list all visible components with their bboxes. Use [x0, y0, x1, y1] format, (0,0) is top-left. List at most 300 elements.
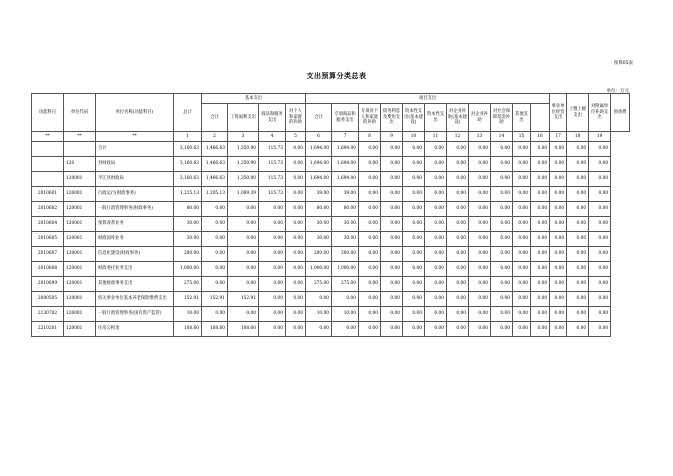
value-cell: 0.00	[469, 157, 491, 172]
value-cell: 0.00	[550, 307, 567, 322]
value-cell: 0.00	[491, 142, 513, 157]
value-cell: 108.60	[202, 322, 228, 337]
value-cell: 3,160.63	[174, 172, 202, 187]
unit-name-cell: 财政国库业务	[96, 232, 174, 247]
value-cell: 0.00	[469, 172, 491, 187]
value-cell: 0.00	[513, 232, 531, 247]
value-cell: 0.00	[381, 277, 403, 292]
value-cell: 0.00	[469, 307, 491, 322]
value-cell: 39.00	[332, 187, 359, 202]
value-cell: 0.00	[425, 232, 447, 247]
value-cell: 80.00	[306, 202, 332, 217]
value-cell: 0.00	[469, 142, 491, 157]
value-cell: 0.00	[286, 187, 306, 202]
func-code-cell	[32, 157, 64, 172]
value-cell: 0.00	[589, 232, 611, 247]
value-cell: 0.00	[567, 307, 589, 322]
value-cell: 0.00	[567, 217, 589, 232]
value-cell: 0.00	[286, 172, 306, 187]
value-cell: 1,694.00	[332, 172, 359, 187]
header-subtotal-basic: 合计	[202, 104, 228, 132]
value-cell: 1,205.13	[202, 187, 228, 202]
column-number: 18	[567, 132, 589, 142]
value-cell: 0.00	[259, 262, 286, 277]
table-row	[32, 217, 630, 232]
value-cell: 1,000.00	[306, 262, 332, 277]
value-cell: 0.00	[381, 247, 403, 262]
column-number: 2	[202, 132, 228, 142]
value-cell: 0.00	[359, 172, 381, 187]
value-cell: 0.00	[259, 307, 286, 322]
value-cell: 0.00	[381, 262, 403, 277]
value-cell: 0.00	[531, 262, 550, 277]
value-cell: 200.00	[306, 247, 332, 262]
value-cell: 0.00	[286, 142, 306, 157]
value-cell: 115.73	[259, 187, 286, 202]
value-cell: 0.00	[403, 277, 425, 292]
budget-table	[31, 93, 630, 337]
value-cell: 0.00	[589, 172, 611, 187]
header-project-extra	[531, 104, 550, 132]
value-cell: 0.00	[228, 262, 259, 277]
header-func-code: 功能科目	[32, 94, 64, 132]
table-row	[32, 202, 630, 217]
value-cell: 0.00	[469, 277, 491, 292]
value-cell: 0.00	[567, 247, 589, 262]
value-cell: 0.00	[491, 277, 513, 292]
value-cell: 0.00	[550, 277, 567, 292]
column-number: 11	[425, 132, 447, 142]
value-cell: 0.00	[286, 232, 306, 247]
value-cell: 0.00	[403, 172, 425, 187]
value-cell: 0.00	[513, 247, 531, 262]
table-row	[32, 232, 630, 247]
value-cell: 1,694.00	[306, 142, 332, 157]
value-cell: 0.00	[491, 157, 513, 172]
value-cell: 30.00	[174, 217, 202, 232]
func-code-cell: 2130702	[32, 307, 64, 322]
value-cell: 0.00	[550, 217, 567, 232]
table-row	[32, 157, 630, 172]
unit-code-cell: 120001	[64, 217, 96, 232]
header-capital-infra: 资本性支出(基本建设)	[403, 104, 425, 132]
value-cell: 0.00	[491, 232, 513, 247]
unit-code-cell: 120	[64, 157, 96, 172]
value-cell: 0.00	[447, 277, 469, 292]
column-number: 4	[259, 132, 286, 142]
value-cell: 0.00	[425, 187, 447, 202]
header-unit-name: 单位名称(功能科目)	[96, 94, 174, 132]
table-row	[32, 307, 630, 322]
value-cell: 0.00	[491, 292, 513, 307]
value-cell: 0.00	[491, 187, 513, 202]
value-cell: 0.00	[228, 307, 259, 322]
unit-code-cell: 120001	[64, 307, 96, 322]
header-star: **	[32, 132, 64, 142]
value-cell: 0.00	[567, 172, 589, 187]
value-cell: 0.00	[531, 142, 550, 157]
value-cell: 0.00	[425, 142, 447, 157]
value-cell: 0.00	[491, 307, 513, 322]
value-cell: 0.00	[447, 202, 469, 217]
unit-code-cell	[64, 142, 96, 157]
value-cell: 1,466.63	[202, 142, 228, 157]
header-special-goods: 专项商品和服务支出	[332, 104, 359, 132]
value-cell: 0.00	[589, 217, 611, 232]
value-cell: 0.00	[425, 322, 447, 337]
value-cell: 1,466.63	[202, 172, 228, 187]
value-cell: 0.00	[359, 262, 381, 277]
value-cell: 0.00	[531, 277, 550, 292]
unit-name-cell: 其他财政事务支出	[96, 277, 174, 292]
func-code-cell: 2010608	[32, 262, 64, 277]
header-unit-code: 单位代码	[64, 94, 96, 132]
unit-name-cell: 合计	[96, 142, 174, 157]
value-cell: 0.00	[469, 232, 491, 247]
value-cell: 0.00	[381, 202, 403, 217]
header-enterprise: 对企业补助	[469, 104, 491, 132]
value-cell: 115.73	[259, 142, 286, 157]
value-cell: 0.00	[259, 277, 286, 292]
column-number: 5	[286, 132, 306, 142]
header-superior: 上缴上级支出	[567, 94, 589, 132]
value-cell: 0.00	[550, 232, 567, 247]
value-cell: 0.00	[589, 157, 611, 172]
value-cell: 30.00	[332, 217, 359, 232]
unit-name-cell: 住房公积金	[96, 322, 174, 337]
value-cell: 275.00	[174, 277, 202, 292]
value-cell: 0.00	[332, 292, 359, 307]
value-cell: 0.00	[425, 217, 447, 232]
table-row	[32, 172, 630, 187]
value-cell: 0.00	[567, 262, 589, 277]
value-cell: 0.00	[202, 232, 228, 247]
table-row	[32, 262, 630, 277]
value-cell: 1,350.90	[228, 142, 259, 157]
value-cell: 0.00	[403, 292, 425, 307]
table-row	[32, 277, 630, 292]
header-enterprise-infra: 对企业补助(基本建设)	[447, 104, 469, 132]
value-cell: 0.00	[202, 277, 228, 292]
value-cell: 0.00	[259, 202, 286, 217]
value-cell: 1,694.00	[332, 142, 359, 157]
value-cell: 200.00	[332, 247, 359, 262]
header-reserve: 预备费	[611, 94, 630, 132]
value-cell: 0.00	[513, 157, 531, 172]
value-cell: 0.00	[359, 217, 381, 232]
value-cell: 0.00	[286, 247, 306, 262]
value-cell: 0.00	[202, 307, 228, 322]
value-cell: 0.00	[359, 232, 381, 247]
value-cell: 0.00	[469, 247, 491, 262]
value-cell: 0.00	[469, 187, 491, 202]
value-cell: 0.00	[589, 142, 611, 157]
value-cell: 0.00	[447, 157, 469, 172]
unit-name-cell: 行政运行(财政事务)	[96, 187, 174, 202]
header-star: **	[64, 132, 96, 142]
value-cell: 0.00	[531, 292, 550, 307]
value-cell: 0.00	[286, 157, 306, 172]
column-number: 10	[403, 132, 425, 142]
value-cell: 0.00	[567, 187, 589, 202]
value-cell: 0.00	[550, 202, 567, 217]
func-code-cell	[32, 142, 64, 157]
table-row	[32, 142, 630, 157]
header-lower: 对附属单位补助支出	[589, 94, 611, 132]
table-row	[32, 247, 630, 262]
value-cell: 108.60	[174, 322, 202, 337]
value-cell: 0.00	[202, 262, 228, 277]
value-cell: 0.00	[381, 172, 403, 187]
unit-code-cell: 120001	[64, 322, 96, 337]
value-cell: 0.00	[513, 187, 531, 202]
value-cell: 0.00	[228, 202, 259, 217]
value-cell: 1,000.00	[174, 262, 202, 277]
value-cell: 152.91	[228, 292, 259, 307]
value-cell: 30.00	[306, 232, 332, 247]
value-cell: 0.00	[381, 322, 403, 337]
value-cell: 0.00	[469, 292, 491, 307]
value-cell: 0.00	[531, 232, 550, 247]
value-cell: 0.00	[403, 307, 425, 322]
value-cell: 0.00	[447, 247, 469, 262]
func-code-cell: 2010699	[32, 277, 64, 292]
header-special-personal: 专项对个人和家庭的补助	[359, 104, 381, 132]
value-cell: 0.00	[447, 322, 469, 337]
value-cell: 3,160.63	[174, 157, 202, 172]
value-cell: 80.00	[174, 202, 202, 217]
value-cell: 10.00	[306, 307, 332, 322]
value-cell: 0.00	[259, 247, 286, 262]
column-number: 14	[491, 132, 513, 142]
value-cell: 0.00	[491, 262, 513, 277]
value-cell: 0.00	[359, 307, 381, 322]
value-cell: 0.00	[381, 217, 403, 232]
value-cell: 0.00	[491, 172, 513, 187]
value-cell: 0.00	[550, 187, 567, 202]
value-cell: 1,089.39	[228, 187, 259, 202]
value-cell: 0.00	[589, 292, 611, 307]
value-cell: 0.00	[425, 277, 447, 292]
value-cell: 152.91	[202, 292, 228, 307]
value-cell: 0.00	[567, 142, 589, 157]
header-salary: 工资福利支出	[228, 104, 259, 132]
value-cell: 0.00	[589, 262, 611, 277]
value-cell: 0.00	[359, 277, 381, 292]
value-cell: 30.00	[174, 232, 202, 247]
value-cell: 0.00	[469, 217, 491, 232]
unit-code-cell: 120001	[64, 172, 96, 187]
unit-code-cell: 120001	[64, 202, 96, 217]
value-cell: 0.00	[259, 232, 286, 247]
value-cell: 0.00	[259, 292, 286, 307]
value-cell: 0.00	[381, 157, 403, 172]
value-cell: 115.73	[259, 157, 286, 172]
header-social: 对社会保障基金补助	[491, 104, 513, 132]
value-cell: 0.00	[286, 292, 306, 307]
value-cell: 0.00	[286, 307, 306, 322]
value-cell: 0.00	[531, 172, 550, 187]
value-cell: 0.00	[567, 322, 589, 337]
func-code-cell: 2010601	[32, 187, 64, 202]
column-number: 8	[359, 132, 381, 142]
value-cell: 0.00	[513, 172, 531, 187]
column-number: 9	[381, 132, 403, 142]
unit-code-cell: 120001	[64, 262, 96, 277]
value-cell: 0.00	[403, 187, 425, 202]
header-goods: 商品和服务支出	[259, 104, 286, 132]
value-cell: 0.00	[425, 202, 447, 217]
value-cell: 0.00	[359, 187, 381, 202]
value-cell: 0.00	[403, 247, 425, 262]
value-cell: 1,350.90	[228, 157, 259, 172]
value-cell: 0.00	[589, 247, 611, 262]
func-code-cell: 2080505	[32, 292, 64, 307]
value-cell: 0.00	[550, 262, 567, 277]
value-cell: 0.00	[447, 307, 469, 322]
value-cell: 1,694.00	[332, 157, 359, 172]
value-cell: 0.00	[513, 307, 531, 322]
header-star: **	[96, 132, 174, 142]
value-cell: 1,694.00	[306, 157, 332, 172]
value-cell: 0.00	[491, 247, 513, 262]
func-code-cell: 2010605	[32, 232, 64, 247]
value-cell: 0.00	[306, 292, 332, 307]
value-cell: 0.00	[491, 322, 513, 337]
value-cell: 0.00	[425, 262, 447, 277]
value-cell: 152.91	[174, 292, 202, 307]
value-cell: 1,215.13	[174, 187, 202, 202]
value-cell: 0.00	[381, 292, 403, 307]
func-code-cell: 2010602	[32, 202, 64, 217]
value-cell: 0.00	[286, 217, 306, 232]
value-cell: 0.00	[567, 232, 589, 247]
value-cell: 0.00	[359, 157, 381, 172]
table-row	[32, 322, 630, 337]
value-cell: 0.00	[491, 217, 513, 232]
value-cell: 0.00	[202, 202, 228, 217]
header-capital: 资本性支出	[425, 104, 447, 132]
value-cell: 0.00	[403, 232, 425, 247]
header-other: 其他支出	[513, 104, 531, 132]
value-cell: 0.00	[359, 202, 381, 217]
value-cell: 0.00	[228, 217, 259, 232]
table-row	[32, 187, 630, 202]
value-cell: 0.00	[447, 217, 469, 232]
value-cell: 0.00	[567, 202, 589, 217]
value-cell: 0.00	[589, 322, 611, 337]
value-cell: 0.00	[359, 322, 381, 337]
column-number: 16	[531, 132, 550, 142]
unit-name-cell: 一般行政管理事务(国有资产监管)	[96, 307, 174, 322]
value-cell: 275.00	[306, 277, 332, 292]
unit-name-cell: 县财政局	[96, 157, 174, 172]
value-cell: 0.00	[425, 157, 447, 172]
value-cell: 0.00	[447, 172, 469, 187]
func-code-cell: 2210201	[32, 322, 64, 337]
value-cell: 0.00	[403, 217, 425, 232]
column-number: 7	[332, 132, 359, 142]
value-cell: 1,694.00	[306, 172, 332, 187]
column-number: 13	[469, 132, 491, 142]
table-body	[32, 142, 630, 337]
value-cell: 0.00	[567, 277, 589, 292]
value-cell: 0.00	[531, 307, 550, 322]
value-cell: 0.00	[381, 187, 403, 202]
value-cell: 0.00	[513, 277, 531, 292]
value-cell: 0.00	[202, 217, 228, 232]
value-cell: 3,160.63	[174, 142, 202, 157]
value-cell: 0.00	[403, 262, 425, 277]
value-cell: 0.00	[425, 247, 447, 262]
value-cell: 0.00	[447, 292, 469, 307]
value-cell: 0.00	[359, 292, 381, 307]
value-cell: 0.00	[513, 262, 531, 277]
header-public-business: 事业单位经营支出	[550, 94, 567, 132]
value-cell: 0.00	[306, 322, 332, 337]
value-cell: 0.00	[228, 232, 259, 247]
value-cell: 0.00	[550, 157, 567, 172]
value-cell: 0.00	[359, 142, 381, 157]
column-number: 15	[513, 132, 531, 142]
value-cell: 0.00	[447, 232, 469, 247]
value-cell: 0.00	[228, 277, 259, 292]
value-cell: 10.00	[174, 307, 202, 322]
header-total: 总计	[174, 94, 202, 132]
value-cell: 0.00	[228, 247, 259, 262]
header-basic: 基本支出	[202, 94, 306, 104]
value-cell: 0.00	[332, 322, 359, 337]
form-number: 预算05表	[613, 61, 633, 66]
value-cell: 275.00	[332, 277, 359, 292]
value-cell: 0.00	[550, 292, 567, 307]
unit-code-cell: 120001	[64, 232, 96, 247]
value-cell: 0.00	[403, 142, 425, 157]
value-cell: 80.00	[332, 202, 359, 217]
value-cell: 0.00	[469, 202, 491, 217]
func-code-cell: 2010607	[32, 247, 64, 262]
value-cell: 0.00	[469, 322, 491, 337]
value-cell: 0.00	[550, 142, 567, 157]
value-cell: 0.00	[531, 247, 550, 262]
value-cell: 1,000.00	[332, 262, 359, 277]
unit-code-cell: 120001	[64, 277, 96, 292]
value-cell: 108.60	[228, 322, 259, 337]
value-cell: 30.00	[332, 232, 359, 247]
unit-name-cell: 预算改革业务	[96, 217, 174, 232]
value-cell: 0.00	[531, 217, 550, 232]
value-cell: 0.00	[381, 142, 403, 157]
value-cell: 0.00	[550, 322, 567, 337]
unit-label: 单位：万元	[606, 89, 629, 94]
value-cell: 0.00	[491, 202, 513, 217]
column-number: 1	[174, 132, 202, 142]
value-cell: 0.00	[381, 307, 403, 322]
unit-name-cell: 一般行政管理事务(财政事务)	[96, 202, 174, 217]
value-cell: 0.00	[513, 217, 531, 232]
value-cell: 115.73	[259, 172, 286, 187]
column-number: 19	[589, 132, 611, 142]
table-row	[32, 292, 630, 307]
unit-code-cell: 120001	[64, 247, 96, 262]
value-cell: 0.00	[567, 157, 589, 172]
header-debt: 债务利息及费用支出	[381, 104, 403, 132]
value-cell: 200.00	[174, 247, 202, 262]
header-personal: 对个人和家庭的补助	[286, 104, 306, 132]
value-cell: 0.00	[259, 217, 286, 232]
value-cell: 0.00	[259, 322, 286, 337]
value-cell: 0.00	[447, 262, 469, 277]
